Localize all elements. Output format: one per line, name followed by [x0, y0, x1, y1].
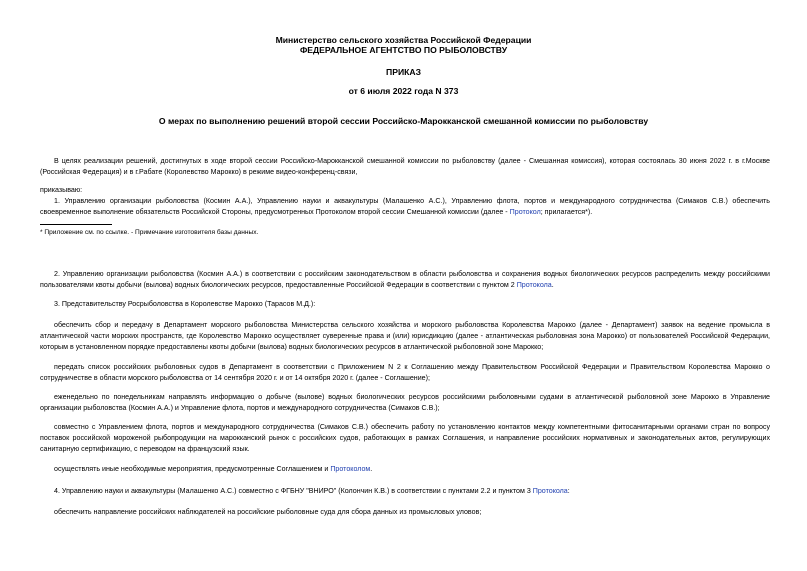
paragraph-order — [40, 185, 770, 196]
protocol-link[interactable]: Протокол — [509, 208, 541, 216]
doc-title-heading: О мерах по выполнению решений второй сессии Российско-Марокканской смешанной комиссии по рыболовству — [158, 116, 649, 126]
agency-heading: ФЕДЕРАЛЬНОЕ АГЕНТСТВО ПО РЫБОЛОВСТВУ — [299, 45, 508, 55]
paragraph-2 — [40, 269, 770, 291]
paragraph-3-item-4 — [40, 422, 770, 455]
paragraph-3-item-5-text: осуществлять иные необходимые мероприятия, предусмотренные Соглашением и — [54, 465, 331, 473]
paragraph-2-tail: . — [551, 281, 554, 289]
paragraph-3-text: 3. Представительству Росрыболовства в Королевстве Марокко (Тарасов М.Д.): — [54, 300, 316, 308]
paragraph-3-item-2-text: передать список российских рыболовных судов в Департамент в соответствии с Приложением N 2 к Соглашению между Правительством Российской Федерации и Правительством Королевства Марокко о сотрудничестве в области морского рыболовства от 14 сентября 2020 г. и от 14 октября 2020 г. (далее - Соглашение); — [40, 363, 770, 382]
paragraph-4-tail: : — [567, 487, 570, 495]
footnote — [40, 228, 770, 238]
paragraph-1-text: 1. Управлению организации рыболовства (Космин А.А.), Управлению науки и аквакультуры (Малашенко А.С.), Управлению флота, портов и международного сотрудничества (Симаков С.В.) обеспечить своевременное выполнение обязательств Российской Стороны, предусмотренных Протоколом второй сессии Смешанной комиссии (далее - — [40, 197, 770, 216]
paragraph-4-item-1-text: обеспечить направление российских наблюдателей на российские рыболовные суда для сбора данных из промысловых уловов; — [54, 508, 482, 516]
footnote-text: * Приложение см. по ссылке. - Примечание изготовителя базы данных. — [40, 229, 259, 236]
paragraph-3-item-3 — [40, 392, 770, 414]
doc-date-heading: от 6 июля 2022 года N 373 — [348, 86, 459, 96]
paragraph-3-item-2 — [40, 362, 770, 384]
paragraph-3-item-1 — [40, 320, 770, 353]
paragraph-3 — [40, 299, 770, 310]
paragraph-intro — [40, 156, 770, 178]
footnote-divider — [40, 224, 112, 225]
ministry-heading: Министерство сельского хозяйства Российской Федерации — [275, 35, 532, 45]
protocol-link[interactable]: Протоколом — [330, 465, 371, 473]
paragraph-4-text: 4. Управлению науки и аквакультуры (Малашенко А.С.) совместно с ФГБНУ "ВНИРО" (Колончин К.В.) в соответствии с пунктами 2.2 и пунктом 3 — [54, 487, 533, 495]
paragraph-3-item-1-text: обеспечить сбор и передачу в Департамент морского рыболовства Министерства сельского хозяйства и морского рыболовства Королевства Марокко (далее - Департамент) заявок на ведение промысла в атлантической части морских пространств, где Королевство Марокко осуществляет суверенные права и (или) юрисдикцию (далее - атлантическая рыболовная зона Марокко) от пользователей Российской Федерации, которым в установленном порядке предоставлены квоты добычи (вылова) водных биологических ресурсов в атлантической рыболовной зоне Марокко; — [40, 321, 770, 351]
paragraph-3-item-4-text: совместно с Управлением флота, портов и международного сотрудничества (Симаков С.В.) обеспечить работу по установлению контактов между компетентными фитосанитарными органами стран по вопросу поставок российской мороженой рыбопродукции на марокканский рынок с российских судов, работающих в рамках Соглашения, и направление российских нормативных и законодательных актов, регулирующих санитарную сертификацию, с переводом на французский язык. — [40, 423, 770, 453]
paragraph-1-tail: ; прилагается*). — [540, 208, 593, 216]
protocol-link[interactable]: Протокола — [516, 281, 552, 289]
protocol-link[interactable]: Протокола — [532, 487, 568, 495]
paragraph-2-text: 2. Управлению организации рыболовства (Космин А.А.) в соответствии с российским законодательством в области рыболовства и сохранения водных биологических ресурсов распределить между российскими пользователями квоты добычи (вылова) водных биологических ресурсов, предоставленные Российской Федерации в соответствии с пунктом 2 — [40, 270, 770, 289]
paragraph-1 — [40, 196, 770, 218]
paragraph-order-text: приказываю: — [40, 186, 83, 194]
paragraph-4 — [40, 486, 770, 497]
paragraph-3-item-5 — [40, 464, 770, 475]
paragraph-3-item-5-tail: . — [370, 465, 373, 473]
doc-type-heading: ПРИКАЗ — [386, 67, 421, 77]
paragraph-3-item-3-text: еженедельно по понедельникам направлять информацию о добыче (вылове) водных биологических ресурсов российскими рыболовными судами в атлантической рыболовной зоне Марокко в Управление организации рыболовства (Космин А.А.) и Управление флота, портов и международного сотрудничества (Симаков С.В.); — [40, 393, 770, 412]
paragraph-intro-text: В целях реализации решений, достигнутых в ходе второй сессии Российско-Марокканской смешанной комиссии по рыболовству (далее - Смешанная комиссия), которая состоялась 30 июня 2022 г. в г.Москве (Российская Федерация) и в г.Рабате (Королевство Марокко) в режиме видео-конференц-связи, — [40, 157, 770, 176]
paragraph-4-item-1 — [40, 507, 770, 518]
